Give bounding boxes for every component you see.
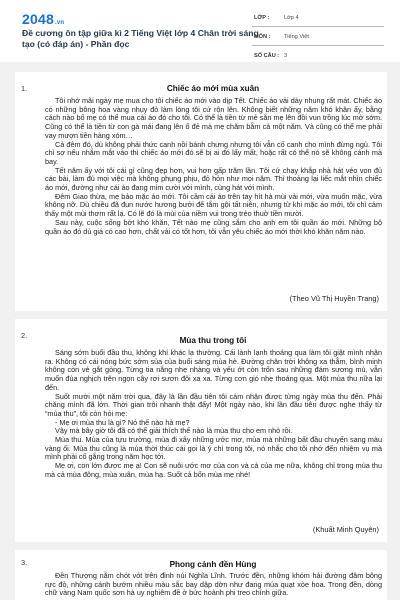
document-title: Đề cương ôn tập giữa kì 2 Tiếng Việt lớp 4 Chân trời sáng tạo (có đáp án) - Phần đọc: [22, 28, 259, 49]
meta-label: MÔN :: [254, 34, 271, 40]
paragraph: Sau này, cuộc sống bớt khó khăn, Tết nào mẹ cũng sắm cho anh em tôi quần áo mới. Những bộ quần áo đó dù giá có cao hơn, chất vải có tốt hơn, tôi vẫn yêu chiếc áo mới thời khó khăn năm nào.: [45, 217, 382, 236]
passage-number: 1.: [21, 84, 28, 93]
logo-suffix: .vn: [54, 20, 65, 26]
page-header: [0, 0, 400, 62]
passage-title: Phong cảnh đền Hùng: [169, 560, 257, 569]
paragraph: Mùa thu. Mùa của tựu trường, mùa đi xây những ước mơ, mùa mà những bất đầu chuyến sang màu vàng ối. Mùa thu cũng là mùa thời thúc cái gọi là ý chí trong tôi, nó nhắc cho tôi nhớ đến nhiệm vụ mà mình phải cố gắng trong năm học tới.: [45, 435, 382, 462]
paragraph: Tôi nhớ mãi ngày mẹ mua cho tôi chiếc áo mới vào dịp Tết. Chiếc áo vải dày nhung rất mát. Chiếc áo có những bông hoa vàng nhụy đỏ làm lòng tôi cứ rộn lên. Không biết những năm khó khăn ấy, bằng cách nào bố mẹ có thể mua cái áo đó cho tôi. Có thể là tiền từ mẻ sắn mẹ lên đồi vun trồng lúc mờ sớm. Cũng có thể là tiền từ con gà mái đang lên ổ đẻ mà mẹ chăm bẵm cả một năm. Và cũng có thể mẹ phải vay mượn tiền hàng xóm…: [45, 96, 382, 140]
logo-text: 2048: [22, 11, 54, 27]
content-area: [0, 62, 400, 600]
passage-title: Chiếc áo mới mùa xuân: [166, 84, 260, 93]
paragraph: Sáng sớm buổi đầu thu, không khí khác lạ thường. Cái lành lạnh thoáng qua làm tôi giật mình nhận ra. Không có cái nóng bức sớm sủa của buổi sáng mùa hè. Đường chân trời không xa thẳm, bình minh không còn vẻ gắt gỏng. Từng tia nắng nhẹ nhàng và yếu ớt còn trốn sau những đám sương mù, vẫn muốn đùa nghịch trên ngọn cây rơi sươn đôi xa xa. Từng cơn gió nhẹ thoáng qua. Một mùa thu nữa lại đến.: [45, 348, 382, 392]
meta-label: SỐ CÂU :: [254, 53, 280, 59]
meta-value: Tiếng Việt: [284, 34, 309, 40]
passage-author: (Khuất Minh Quyên): [312, 525, 379, 534]
passage-card: [15, 319, 387, 542]
paragraph: Tết năm ấy với tôi cái gì cũng đẹp hơn, vui hơn gấp trăm lần. Tôi cứ chạy khắp nhà hát véo von đủ các bài, làm đủ mọi việc mà không phụng phịu, đỏ hỏn như mọi năm. Thỉ thoảng lại liếc mắt nhìn chiếc áo mới, đường như cái áo đang mỉm cười với mình, cùng hát với mình.: [45, 165, 382, 193]
paragraph: Đền Thượng nằm chót vót trên đỉnh núi Nghĩa Lĩnh. Trước đền, những khóm hải đường đâm bông rực đỏ, những cánh bướm nhiều màu sắc bay dập dờn như đang múa quạt xòe hoa. Trong đền, dòng chữ vàng Nam quốc sơn hà uy nghiêm đề ở bức hoành phi treo chính giữa.: [45, 571, 382, 598]
passage-body: [45, 97, 382, 236]
document-meta: [252, 10, 384, 67]
passage-number: 3.: [21, 558, 28, 567]
passage-card: [15, 72, 387, 311]
paragraph: Đêm Giao thừa, mẹ bảo mặc áo mới. Tôi cầm cái áo trên tay hít hà mùi vải mới, vừa muốn mặc, vừa không nỡ. Dù chiều đã đun nước hương bưởi để tắm gội tất niên, nhưng từ khi mặc áo mới, tôi chỉ cảm thấy một mùi thơm rất lạ. Có lẽ đó là mùi của niềm vui trong trẻo thuở tiền mười.: [45, 191, 382, 219]
paragraph: Mẹ ơi, con lớn được mẹ ạ! Con sẽ nuôi ước mơ của con và cả của mẹ nữa, không chỉ trong mùa thu mà cả mùa đông, mùa xuân, mùa hạ. Suốt cả bốn mùa mẹ nhé!: [45, 461, 382, 479]
passage-author: (Theo Vũ Thị Huyền Trang): [289, 294, 379, 303]
passage-card: [15, 550, 387, 600]
meta-value: 3: [284, 53, 288, 59]
meta-label: LỚP :: [254, 15, 270, 21]
meta-row-class: [252, 10, 384, 27]
paragraph: Suốt mười một năm trời qua, đây là lần đầu tiên tôi cảm nhận được từng ngày mùa thu đến. Phải chăng mình đã lớn. Thời gian trôi nhanh thật đấy! Một ngày nào, khi lần đầu tiên được nghe thấy từ “mùa thu”, tôi còn hỏi mẹ:: [45, 391, 382, 418]
paragraph: - Mẹ ơi mùa thu là gì? Nó thế nào hả mẹ?: [55, 417, 190, 427]
passage-number: 2.: [21, 331, 28, 340]
paragraph: Vậy mà bây giờ tôi đã có thể giải thích thế nào là mùa thu cho em nhỏ rồi.: [55, 426, 293, 436]
meta-row-subject: [252, 29, 384, 46]
paragraph: Cả đêm đó, dù không phải thức canh nồi bánh chưng nhưng tôi vẫn cố canh cho mình đừng ngủ. Tôi chỉ sợ nếu nhắm mắt vào thì chiếc áo mới đó sẽ bị ai đó lấy mất, hoặc rất có thể nó sẽ không cánh mà bay.: [45, 139, 382, 166]
passage-body: [45, 349, 382, 480]
meta-value: Lớp 4: [284, 15, 299, 21]
site-logo[interactable]: [22, 11, 64, 27]
passage-title: Mùa thu trong tôi: [179, 336, 247, 345]
passage-body: [45, 572, 382, 598]
